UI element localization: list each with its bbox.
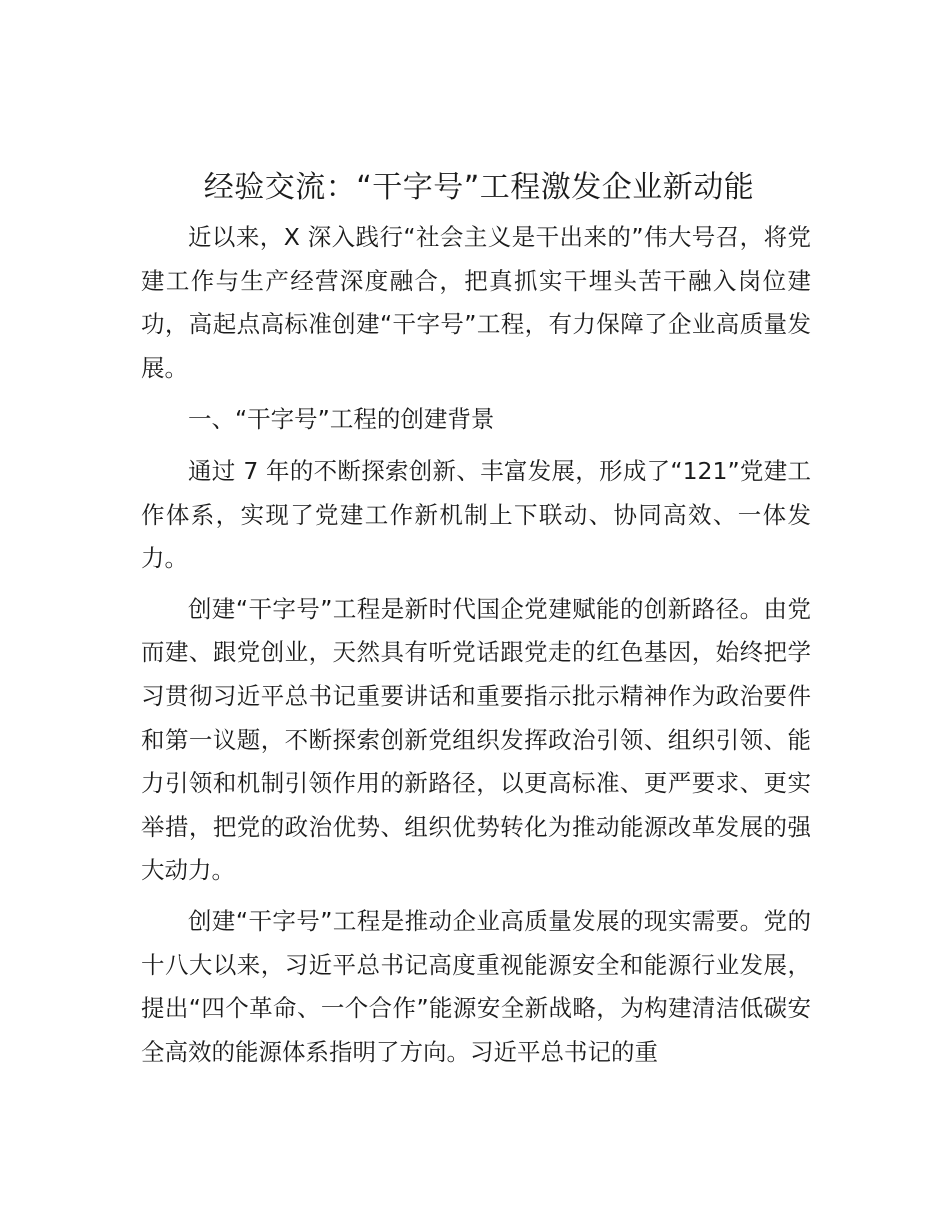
- innovation-paragraph: 创建“干字号”工程是新时代国企党建赋能的创新路径。由党而建、跟党创业，天然具有听党话跟党走的红色基因，始终把学习贯彻习近平总书记重要讲话和重要指示批示精神作为政治要件和第一议题，不断探索创新党组织发挥政治引领、组织引领、能力引领和机制引领作用的新路径，以更高标准、更严要求、更实举措，把党的政治优势、组织优势转化为推动能源改革发展的强大动力。: [141, 594, 811, 885]
- background-paragraph: 通过 7 年的不断探索创新、丰富发展，形成了“121”党建工作体系，实现了党建工作新机制上下联动、协同高效、一体发力。: [141, 456, 811, 573]
- development-paragraph: 创建“干字号”工程是推动企业高质量发展的现实需要。党的十八大以来，习近平总书记高度重视能源安全和能源行业发展，提出“四个革命、一个合作”能源安全新战略，为构建清洁低碳安全高效的能源体系指明了方向。习近平总书记的重: [141, 906, 811, 1066]
- section-heading: 一、“干字号”工程的创建背景: [188, 405, 495, 434]
- document-page: [141, 168, 811, 1074]
- document-title: 经验交流：“干字号”工程激发企业新动能: [203, 170, 755, 205]
- intro-paragraph: 近以来，X 深入践行“社会主义是干出来的”伟大号召，将党建工作与生产经营深度融合，把真抓实干埋头苦干融入岗位建功，高起点高标准创建“干字号”工程，有力保障了企业高质量发展。: [141, 223, 811, 382]
